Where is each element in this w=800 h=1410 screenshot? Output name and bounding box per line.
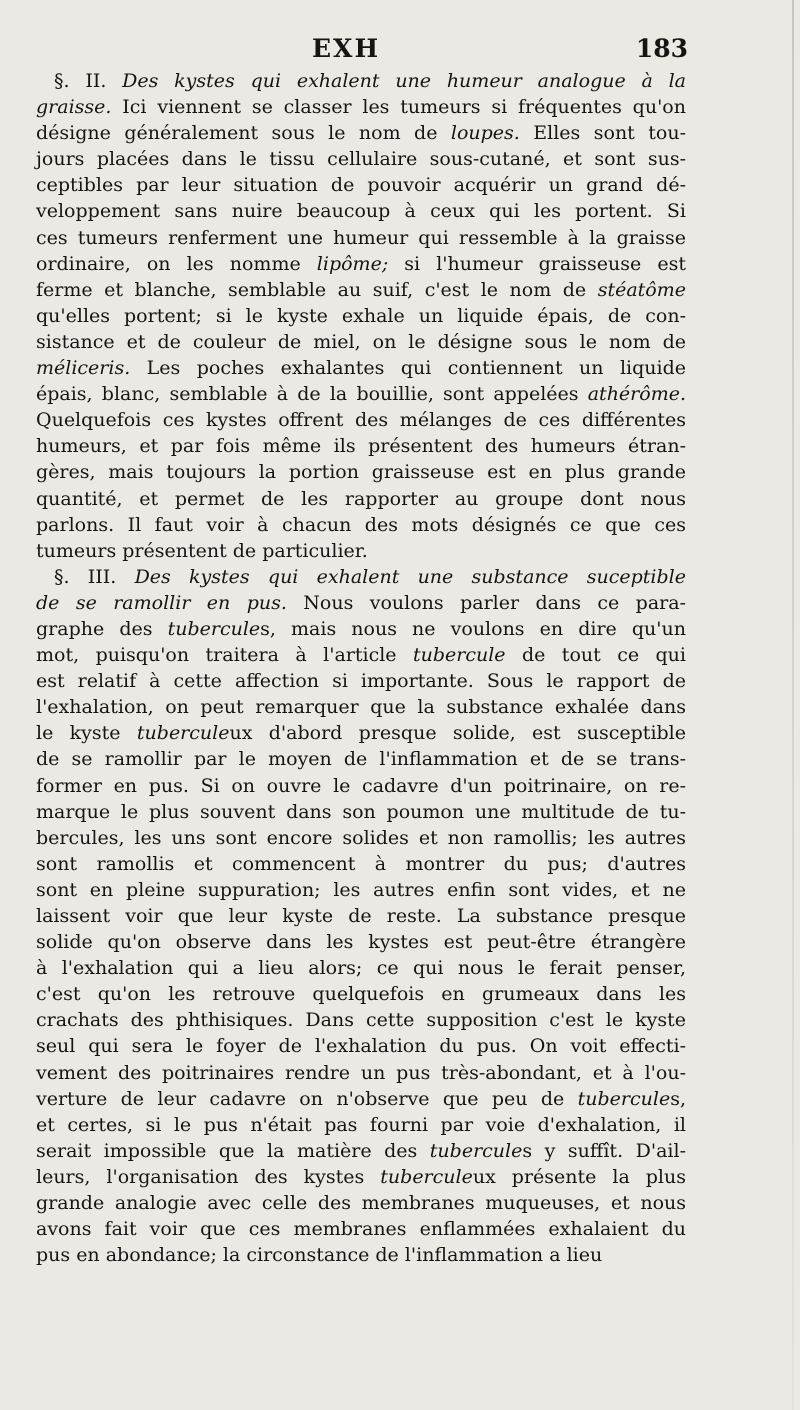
text-line: crachats des phthisiques. Dans cette supposition c'est le kyste	[36, 1009, 686, 1032]
text-line: pus en abondance; la circonstance de l'inflammation a lieu	[36, 1244, 603, 1267]
text-line: veloppement sans nuire beaucoup à ceux qui les portent. Si	[36, 200, 686, 223]
text-line: méliceris. Les poches exhalantes qui contiennent un liquide	[36, 357, 686, 380]
text-line: de se ramollir par le moyen de l'inflammation et de se trans-	[36, 748, 686, 771]
running-head: EXH	[312, 34, 381, 63]
text-line: ces tumeurs renferment une humeur qui ressemble à la graisse	[36, 226, 686, 249]
text-line: ceptibles par leur situation de pouvoir acquérir un grand dé-	[36, 174, 686, 197]
text-line: grande analogie avec celle des membranes muqueuses, et nous	[36, 1192, 686, 1215]
text-line: gères, mais toujours la portion graisseuse est en plus grande	[36, 461, 686, 484]
body-text	[36, 68, 686, 1268]
text-line: graphe des tubercules, mais nous ne voulons en dire qu'un	[36, 617, 686, 640]
text-line: Quelquefois ces kystes offrent des mélanges de ces différentes	[36, 409, 686, 432]
text-line: sont en pleine suppuration; les autres enfin sont vides, et ne	[36, 878, 686, 901]
text-line: marque le plus souvent dans son poumon une multitude de tu-	[36, 800, 686, 823]
text-line: c'est qu'on les retrouve quelquefois en grumeaux dans les	[36, 983, 686, 1006]
text-line: §. III. Des kystes qui exhalent une substance suceptible	[54, 565, 686, 588]
page-edge-shadow	[792, 0, 794, 1410]
text-line: qu'elles portent; si le kyste exhale un liquide épais, de con-	[36, 304, 686, 327]
text-line: de se ramollir en pus. Nous voulons parler dans ce para-	[36, 591, 686, 614]
text-line: humeurs, et par fois même ils présentent des humeurs étran-	[36, 435, 686, 458]
text-line: sistance et de couleur de miel, on le désigne sous le nom de	[36, 330, 686, 353]
page-number: 183	[635, 34, 688, 63]
text-line: parlons. Il faut voir à chacun des mots désignés ce que ces	[36, 513, 686, 536]
text-line: mot, puisqu'on traitera à l'article tubercule de tout ce qui	[36, 644, 686, 667]
text-line: solide qu'on observe dans les kystes est peut-être étrangère	[36, 931, 686, 954]
text-line: jours placées dans le tissu cellulaire sous-cutané, et sont sus-	[36, 148, 686, 171]
text-line: verture de leur cadavre on n'observe que peu de tubercules,	[36, 1087, 686, 1110]
text-line: sont ramollis et commencent à montrer du pus; d'autres	[36, 852, 686, 875]
page-header	[36, 34, 688, 66]
text-line: et certes, si le pus n'était pas fourni par voie d'exhalation, il	[36, 1113, 686, 1136]
text-line: quantité, et permet de les rapporter au groupe dont nous	[36, 487, 686, 510]
text-line: à l'exhalation qui a lieu alors; ce qui nous le ferait penser,	[36, 957, 686, 980]
text-line: former en pus. Si on ouvre le cadavre d'un poitrinaire, on re-	[36, 774, 686, 797]
text-line: l'exhalation, on peut remarquer que la substance exhalée dans	[36, 696, 686, 719]
text-line: ordinaire, on les nomme lipôme; si l'humeur graisseuse est	[36, 252, 686, 275]
text-line: épais, blanc, semblable à de la bouillie, sont appelées athérôme.	[36, 383, 686, 406]
text-line: vement des poitrinaires rendre un pus très-abondant, et à l'ou-	[36, 1061, 686, 1084]
text-line: avons fait voir que ces membranes enflammées exhalaient du	[36, 1218, 686, 1241]
text-line: serait impossible que la matière des tubercules y suffît. D'ail-	[36, 1139, 686, 1162]
text-line: §. II. Des kystes qui exhalent une humeur analogue à la	[54, 70, 687, 92]
text-line: désigne généralement sous le nom de loupes. Elles sont tou-	[36, 122, 686, 145]
text-line: graisse. Ici viennent se classer les tumeurs si fréquentes qu'on	[36, 96, 686, 119]
text-line: le kyste tuberculeux d'abord presque solide, est susceptible	[36, 722, 687, 745]
text-line: ferme et blanche, semblable au suif, c'est le nom de stéatôme	[36, 278, 686, 301]
text-line: bercules, les uns sont encore solides et non ramollis; les autres	[36, 826, 686, 849]
text-line: leurs, l'organisation des kystes tuberculeux présente la plus	[36, 1165, 686, 1188]
text-line: tumeurs présentent de particulier.	[36, 539, 368, 562]
text-line: est relatif à cette affection si importante. Sous le rapport de	[36, 670, 686, 693]
text-line: seul qui sera le foyer de l'exhalation du pus. On voit effecti-	[36, 1035, 686, 1058]
text-line: laissent voir que leur kyste de reste. La substance presque	[36, 905, 686, 927]
